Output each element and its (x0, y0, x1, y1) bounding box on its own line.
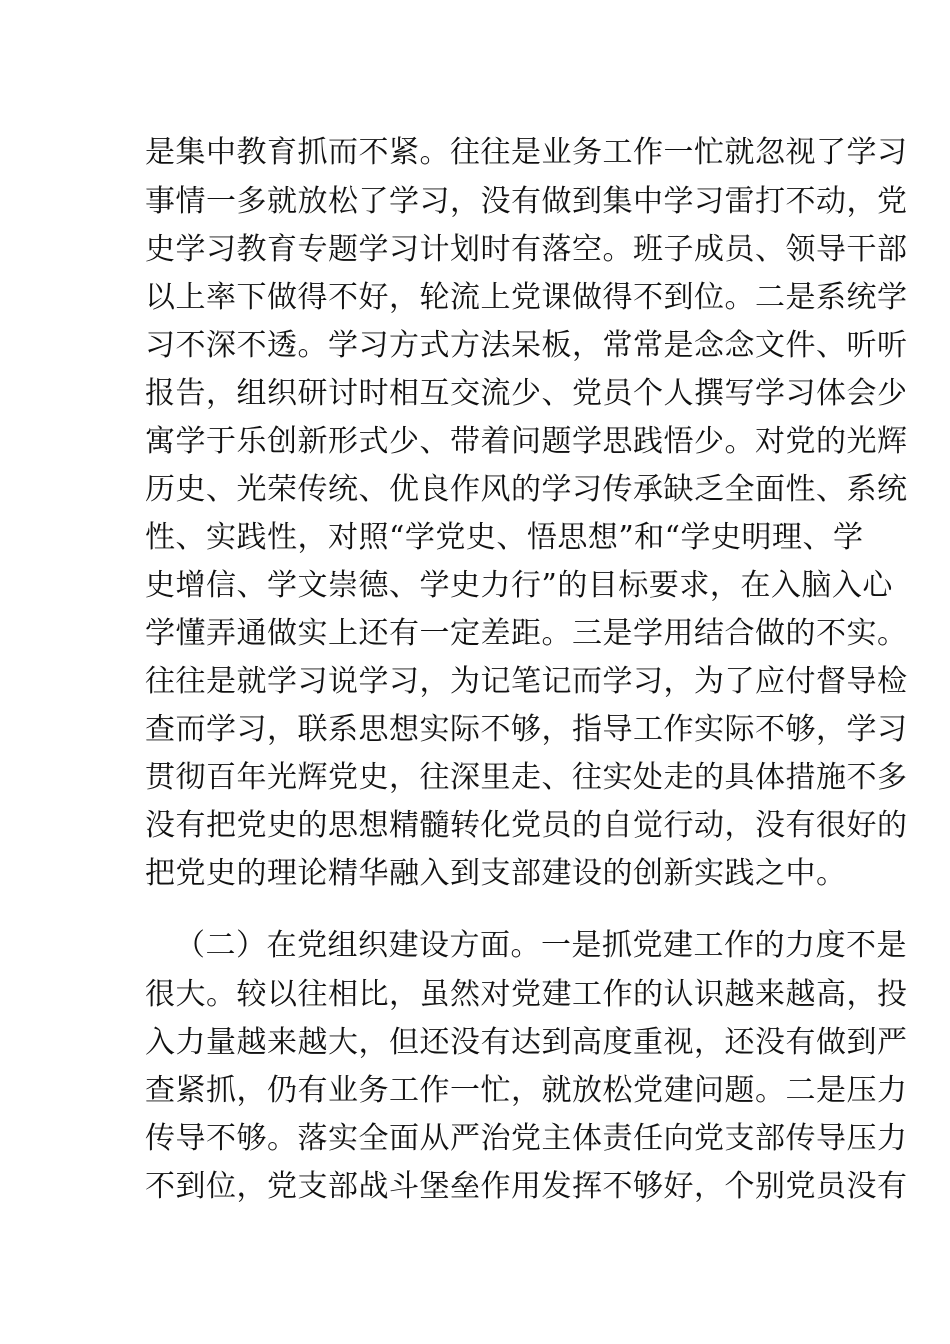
text-line: 查紧抓，仍有业务工作一忙，就放松党建问题。二是压力 (145, 1073, 908, 1108)
text-line: 学懂弄通做实上还有一定差距。三是学用结合做的不实。 (145, 616, 908, 651)
text-line: 性、实践性，对照“学党史、悟思想”和“学史明理、学 (145, 520, 864, 555)
text-line: 贯彻百年光辉党史，往深里走、往实处走的具体措施不多 (145, 760, 908, 795)
text-line: 传导不够。落实全面从严治党主体责任向党支部传导压力 (145, 1121, 908, 1156)
text-line: 入力量越来越大，但还没有达到高度重视，还没有做到严 (145, 1025, 908, 1060)
text-line: 历史、光荣传统、优良作风的学习传承缺乏全面性、系统 (145, 472, 908, 507)
text-line: 是集中教育抓而不紧。往往是业务工作一忙就忽视了学习 (145, 135, 908, 170)
text-line: 史增信、学文崇德、学史力行”的目标要求，在入脑入心 (145, 568, 893, 603)
text-line: 习不深不透。学习方式方法呆板，常常是念念文件、听听 (145, 328, 908, 363)
section-heading-line: （二）在党组织建设方面。一是抓党建工作的力度不是 (175, 928, 907, 963)
text-line: 查而学习，联系思想实际不够，指导工作实际不够，学习 (145, 712, 908, 747)
text-line: 史学习教育专题学习计划时有落空。班子成员、领导干部 (145, 232, 908, 267)
text-line: 事情一多就放松了学习，没有做到集中学习雷打不动，党 (145, 184, 908, 219)
paragraph-last-line: 把党史的理论精华融入到支部建设的创新实践之中。 (145, 856, 847, 891)
text-line: 不到位，党支部战斗堡垒作用发挥不够好，个别党员没有 (145, 1169, 908, 1204)
text-line: 寓学于乐创新形式少、带着问题学思践悟少。对党的光辉 (145, 424, 908, 459)
text-line: 往往是就学习说学习，为记笔记而学习，为了应付督导检 (145, 664, 908, 699)
text-line: 很大。较以往相比，虽然对党建工作的认识越来越高，投 (145, 977, 908, 1012)
text-line: 报告，组织研讨时相互交流少、党员个人撰写学习体会少 (145, 376, 908, 411)
text-line: 没有把党史的思想精髓转化党员的自觉行动，没有很好的 (145, 808, 908, 843)
text-line: 以上率下做得不好，轮流上党课做得不到位。二是系统学 (145, 280, 908, 315)
